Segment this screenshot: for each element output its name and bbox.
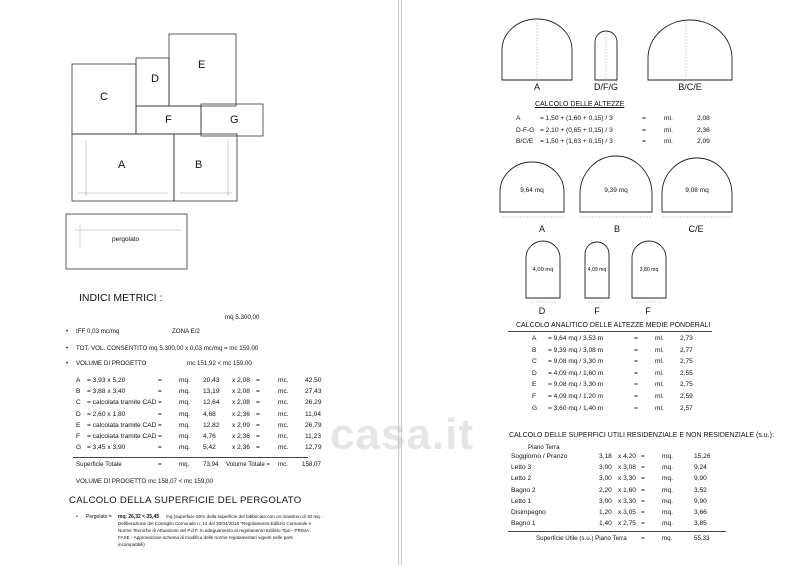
ponderali-calc: = 4,09 mq / 1,60 m <box>548 369 604 377</box>
pergolato-label: pergolato <box>112 236 140 243</box>
small-arch-area-f2: 3,80 mq <box>639 267 659 273</box>
watermark: casa.it <box>330 410 474 459</box>
superfici-unit: mq. <box>662 475 673 483</box>
ponderali-unit: ml. <box>655 381 664 389</box>
ponderali-unit: ml. <box>655 369 664 377</box>
table-row <box>0 399 398 409</box>
superfici-total-eq: = <box>641 535 645 542</box>
superfici-value: 9,90 <box>694 475 707 483</box>
ponderali-calc: = 9,39 mq / 3,08 m <box>548 346 604 354</box>
right-page <box>402 0 800 565</box>
table-row <box>402 347 800 357</box>
small-arch-diagrams <box>402 240 800 320</box>
indici-height: x 2,08 <box>232 399 250 407</box>
superfici-label: Bagno 2 <box>511 486 536 494</box>
superfici-label: Letto 1 <box>511 497 532 505</box>
mid-arch-label-a: A <box>538 224 546 234</box>
arch-mid-b <box>580 156 652 212</box>
ponderali-unit: ml. <box>655 346 664 354</box>
room-label-d: D <box>151 73 159 85</box>
indici-eq: = <box>158 421 162 429</box>
table-row <box>402 115 800 125</box>
top-arch-label-a: A <box>533 82 541 92</box>
top-arch-label-dfg: D/F/G <box>594 82 618 92</box>
superfici-unit: mq. <box>662 486 673 494</box>
table-row <box>402 475 800 485</box>
altezze-eq: = <box>642 138 646 145</box>
superfici-eq: = <box>641 520 645 528</box>
vol-tot-label: Volume Totale = <box>226 461 271 468</box>
small-arch-label-d: D <box>538 306 546 316</box>
pergolato-title: CALCOLO DELLA SUPERFICIE DEL PERGOLATO <box>69 495 302 506</box>
indici-label: D <box>76 410 81 418</box>
pergolato-text-5: incompatibili) <box>118 542 145 547</box>
indici-total-rule <box>73 457 308 458</box>
indici-unit2: mc. <box>278 433 289 440</box>
indici-eq2: = <box>256 410 260 418</box>
vol-tot-value: 158,07 <box>302 461 321 468</box>
sup-tot-label: Superficie Totale <box>76 461 122 468</box>
superfici-label: Bagno 1 <box>511 520 536 528</box>
mid-arch-label-ce: C/E <box>688 224 704 234</box>
superfici-b: x 1,60 <box>618 486 636 494</box>
indici-eq: = <box>158 433 162 440</box>
left-page <box>0 0 398 565</box>
ponderali-label: F <box>532 393 537 400</box>
indici-unit: mq. <box>179 377 190 384</box>
indici-eq2: = <box>256 433 260 440</box>
bullet-vol-prog: • <box>66 360 69 367</box>
indici-dims: = 2,60 x 1,80 <box>87 410 126 418</box>
small-arch-label-f1: F <box>594 306 600 316</box>
indici-unit: mq. <box>179 433 190 440</box>
ponderali-eq: = <box>634 381 638 389</box>
indici-volume: 11,23 <box>305 433 322 440</box>
sup-tot-u: mq. <box>179 461 190 468</box>
table-row <box>402 393 800 403</box>
indici-dims: = calcolata tramite CAD <box>87 421 157 429</box>
superfici-b: x 3,30 <box>618 475 636 483</box>
ponderali-value: 2,59 <box>680 393 693 400</box>
ponderali-calc: = 9,08 mq / 3,30 m <box>548 381 604 389</box>
ponderali-value: 2,73 <box>680 335 693 342</box>
superfici-unit: mq. <box>662 453 673 460</box>
pergolato-label-text: Pergolato = <box>86 514 112 520</box>
room-label-c: C <box>100 91 108 103</box>
table-row <box>402 358 800 368</box>
table-row <box>402 498 800 508</box>
indici-volume: 11,04 <box>305 410 322 418</box>
table-row <box>402 370 800 380</box>
ponderali-label: E <box>532 381 537 389</box>
ponderali-eq: = <box>634 393 638 400</box>
small-arch-area-f1: 4,09 mq <box>587 267 607 273</box>
superfici-value: 3,52 <box>694 486 707 494</box>
indici-unit: mq. <box>179 444 190 452</box>
indici-title: INDICI METRICI : <box>79 292 163 304</box>
small-arch-label-f2: F <box>645 306 651 316</box>
ponderali-title: CALCOLO ANALITICO DELLE ALTEZZE MEDIE PONDERALI <box>516 322 711 329</box>
indici-area: 4,76 <box>203 433 216 440</box>
altezze-value: 2,36 <box>697 126 710 134</box>
superfici-b: x 3,05 <box>618 509 636 516</box>
altezze-formula: = 2,10 + (0,65 + 0,15) / 3 <box>540 126 613 134</box>
room-label-f: F <box>165 114 172 126</box>
indici-unit: mq. <box>179 388 190 396</box>
indici-unit2: mc. <box>278 444 289 452</box>
superfici-a: 3,00 <box>599 464 612 472</box>
superfici-value: 15,26 <box>694 453 711 460</box>
superfici-a: 1,20 <box>599 509 612 516</box>
table-row <box>402 520 800 530</box>
indici-height: x 2,36 <box>232 410 250 418</box>
superfici-b: x 3,30 <box>618 497 636 505</box>
superfici-a: 3,00 <box>599 497 612 505</box>
bullet-tot-vol: • <box>66 345 69 352</box>
mid-arch-label-b: B <box>613 224 621 234</box>
indici-dims: = 3,93 x 5,20 <box>87 377 126 384</box>
altezze-title: CALCOLO DELLE ALTEZZE <box>535 101 625 108</box>
indici-area: 12,82 <box>203 421 220 429</box>
table-row <box>402 464 800 474</box>
indici-eq2: = <box>256 399 260 407</box>
superfici-label: Soggiorno / Pranzo <box>511 453 568 460</box>
superfici-unit: mq. <box>662 509 673 516</box>
indici-unit: mq. <box>179 410 190 418</box>
indici-vol-prog-value: mc 151,92 < mc 159,00 <box>187 360 252 367</box>
room-label-e: E <box>198 59 206 71</box>
altezze-formula: = 1,50 + (1,63 + 0,15) / 3 <box>540 138 613 145</box>
indici-dims: = calcolata tramite CAD <box>87 399 157 407</box>
superfici-unit: mq. <box>662 464 673 472</box>
indici-volume: 26,29 <box>305 399 322 407</box>
superfici-a: 2,20 <box>599 486 612 494</box>
superfici-unit: mq. <box>662 497 673 505</box>
indici-eq: = <box>158 388 162 396</box>
altezze-value: 2,08 <box>697 115 710 122</box>
indici-eq2: = <box>256 377 260 384</box>
table-row <box>402 335 800 345</box>
indici-unit: mq. <box>179 421 190 429</box>
indici-label: F <box>76 433 81 440</box>
pergolato-text-4: FASE - Approvazione schema di modifica delle norme regolamentari vigenti nelle parti <box>118 535 293 540</box>
indici-eq2: = <box>256 421 260 429</box>
superfici-unit: mq. <box>662 520 673 528</box>
indici-volume: 26,79 <box>305 421 322 429</box>
indici-zona: ZONA E/2 <box>172 328 200 335</box>
altezze-unit: ml. <box>664 115 673 122</box>
altezze-formula: = 1,50 + (1,60 + 0,15) / 3 <box>540 115 613 122</box>
superfici-eq: = <box>641 497 645 505</box>
indici-area: 4,68 <box>203 410 216 418</box>
indici-unit2: mc. <box>278 410 289 418</box>
indici-eq: = <box>158 444 162 452</box>
pergolato-text-1: mq (superficie 50% della superficie del fabbricato con un massimo di 30 mq - <box>166 514 323 519</box>
indici-area: 5,42 <box>203 444 216 452</box>
vol-final: VOLUME DI PROGETTO mc 158,07 < mc 159,00 <box>76 478 213 485</box>
indici-unit2: mc. <box>278 377 289 384</box>
superfici-b: x 2,75 <box>618 520 636 528</box>
table-row <box>402 381 800 391</box>
ponderali-unit: ml. <box>655 335 664 342</box>
ponderali-eq: = <box>634 346 638 354</box>
indici-area: 12,64 <box>203 399 220 407</box>
indici-dims: = 3,45 x 3,90 <box>87 444 126 452</box>
altezze-unit: ml. <box>664 126 673 134</box>
ponderali-value: 2,77 <box>680 346 693 354</box>
superfici-value: 3,66 <box>694 509 707 516</box>
table-row <box>0 377 398 387</box>
ponderali-value: 2,57 <box>680 404 693 412</box>
ponderali-label: B <box>532 346 537 354</box>
superfici-value: 9,24 <box>694 464 707 472</box>
indici-volume: 12,79 <box>305 444 322 452</box>
ponderali-calc: = 3,60 mq / 1,40 m <box>548 404 604 412</box>
altezze-eq: = <box>642 115 646 122</box>
indici-label: B <box>76 388 81 396</box>
indici-unit: mq. <box>179 399 190 407</box>
superfici-label: Disimpegno <box>511 509 546 516</box>
ponderali-eq: = <box>634 404 638 412</box>
indici-height: x 2,08 <box>232 377 250 384</box>
ponderali-value: 2,75 <box>680 381 693 389</box>
superfici-label: Letto 2 <box>511 475 532 483</box>
ponderali-value: 2,75 <box>680 358 693 366</box>
floor-plan <box>0 0 398 290</box>
ponderali-unit: ml. <box>655 358 664 366</box>
indici-label: A <box>76 377 81 384</box>
ponderali-eq: = <box>634 358 638 366</box>
pergolato-text-3: Norme Tecniche di Attuazione del P.d.F. In adeguamento al regolamento Edilizio Tipo - PRIMA <box>118 528 310 533</box>
bullet-iff: • <box>66 328 69 335</box>
superfici-total-u: mq. <box>662 535 673 542</box>
indici-iff: IFF 0,03 mc/mq <box>76 328 120 335</box>
superfici-a: 3,00 <box>599 475 612 483</box>
indici-dims: = calcolata tramite CAD <box>87 433 157 440</box>
superfici-eq: = <box>641 453 645 460</box>
table-row <box>402 487 800 497</box>
indici-volume: 42,50 <box>305 377 322 384</box>
altezze-unit: ml. <box>664 138 673 145</box>
arch-mid-ce <box>662 158 732 212</box>
arch-top-bce <box>648 20 732 80</box>
ponderali-value: 2,55 <box>680 369 693 377</box>
table-row <box>402 127 800 137</box>
superfici-value: 9,90 <box>694 497 707 505</box>
table-row <box>402 138 800 148</box>
small-arch-area-d: 4,09 mq <box>532 267 554 273</box>
indici-label: C <box>76 399 81 407</box>
indici-volume: 27,43 <box>305 388 322 396</box>
superfici-eq: = <box>641 464 645 472</box>
indici-height: x 2,09 <box>232 421 250 429</box>
top-arch-label-bce: B/C/E <box>678 82 702 92</box>
mid-arch-area-b: 9,39 mq <box>604 187 628 194</box>
superfici-total-rule <box>508 531 726 532</box>
indici-dims: = 3,88 x 3,40 <box>87 388 126 396</box>
sup-tot-value: 73,94 <box>203 461 219 468</box>
mid-arch-area-a: 9,64 mq <box>520 187 544 194</box>
indici-tot-vol: TOT. VOL. CONSENTITO mq 5.300,00 x 0,03 mc/mq = mc 159,00 <box>76 345 259 352</box>
indici-height: x 2,36 <box>232 444 250 452</box>
mid-arch-area-ce: 9,08 mq <box>685 187 709 194</box>
superfici-title: CALCOLO DELLE SUPERFICI UTILI RESIDENZIALE E NON RESIDENZIALE (s.u.): <box>509 432 774 439</box>
room-label-b: B <box>195 159 203 171</box>
indici-label: G <box>76 444 82 452</box>
pergolato-bold: mq. 26,32 < 35,45 <box>118 514 160 520</box>
room-label-g: G <box>230 114 239 126</box>
ponderali-calc: = 9,64 mq / 3,53 m <box>548 335 604 342</box>
ponderali-calc: = 4,09 mq / 1,20 m <box>548 393 604 400</box>
ponderali-eq: = <box>634 369 638 377</box>
indici-unit2: mc. <box>278 388 289 396</box>
indici-label: E <box>76 421 81 429</box>
superfici-piano: Piano Terra <box>528 444 560 451</box>
sup-tot-eq: = <box>158 461 162 468</box>
ponderali-label: A <box>532 335 537 342</box>
indici-area: 13,19 <box>203 388 220 396</box>
altezze-eq: = <box>642 126 646 134</box>
room-b-outline <box>174 134 237 201</box>
indici-vol-prog-label: VOLUME DI PROGETTO <box>76 360 147 367</box>
superfici-label: Letto 3 <box>511 464 532 472</box>
altezze-value: 2,09 <box>697 138 710 145</box>
superfici-total-value: 55,33 <box>694 535 710 542</box>
ponderali-rule <box>508 331 712 332</box>
pergolato-text-2: Deliberazione del Consiglio Comunale n. 14 del 30/04/2018 "Regolamento Edilizio Comunale e <box>118 521 312 526</box>
superfici-total-label: Superficie Utile (s.u.) Piano Terra <box>536 535 627 542</box>
indici-eq2: = <box>256 388 260 396</box>
ponderali-label: D <box>532 369 537 377</box>
ponderali-eq: = <box>634 335 638 342</box>
indici-eq: = <box>158 410 162 418</box>
indici-eq: = <box>158 399 162 407</box>
indici-height: x 2,36 <box>232 433 250 440</box>
altezze-label: D-F-G <box>516 126 535 134</box>
indici-area: mq 5.300,00 <box>225 314 260 321</box>
altezze-label: B/C/E <box>516 138 534 145</box>
superfici-a: 3,18 <box>599 453 612 460</box>
ponderali-unit: ml. <box>655 404 664 412</box>
superfici-eq: = <box>641 475 645 483</box>
ponderali-label: G <box>532 404 538 412</box>
ponderali-calc: = 9,08 mq / 3,30 m <box>548 358 604 366</box>
room-label-a: A <box>118 159 126 171</box>
pergolato-bullet: • <box>76 514 78 520</box>
table-row <box>402 509 800 519</box>
superfici-b: x 4,20 <box>618 453 636 460</box>
altezze-label: A <box>516 115 521 122</box>
indici-unit2: mc. <box>278 399 289 407</box>
superfici-eq: = <box>641 509 645 516</box>
indici-unit2: mc. <box>278 421 289 429</box>
indici-area: 20,43 <box>203 377 220 384</box>
indici-height: x 2,08 <box>232 388 250 396</box>
superfici-a: 1,40 <box>599 520 612 528</box>
superfici-b: x 3,08 <box>618 464 636 472</box>
vol-tot-u: mc. <box>278 461 288 468</box>
indici-eq2: = <box>256 444 260 452</box>
superfici-value: 3,85 <box>694 520 707 528</box>
superfici-eq: = <box>641 486 645 494</box>
ponderali-unit: ml. <box>655 393 664 400</box>
indici-eq: = <box>158 377 162 384</box>
ponderali-label: C <box>532 358 537 366</box>
table-row <box>0 388 398 398</box>
